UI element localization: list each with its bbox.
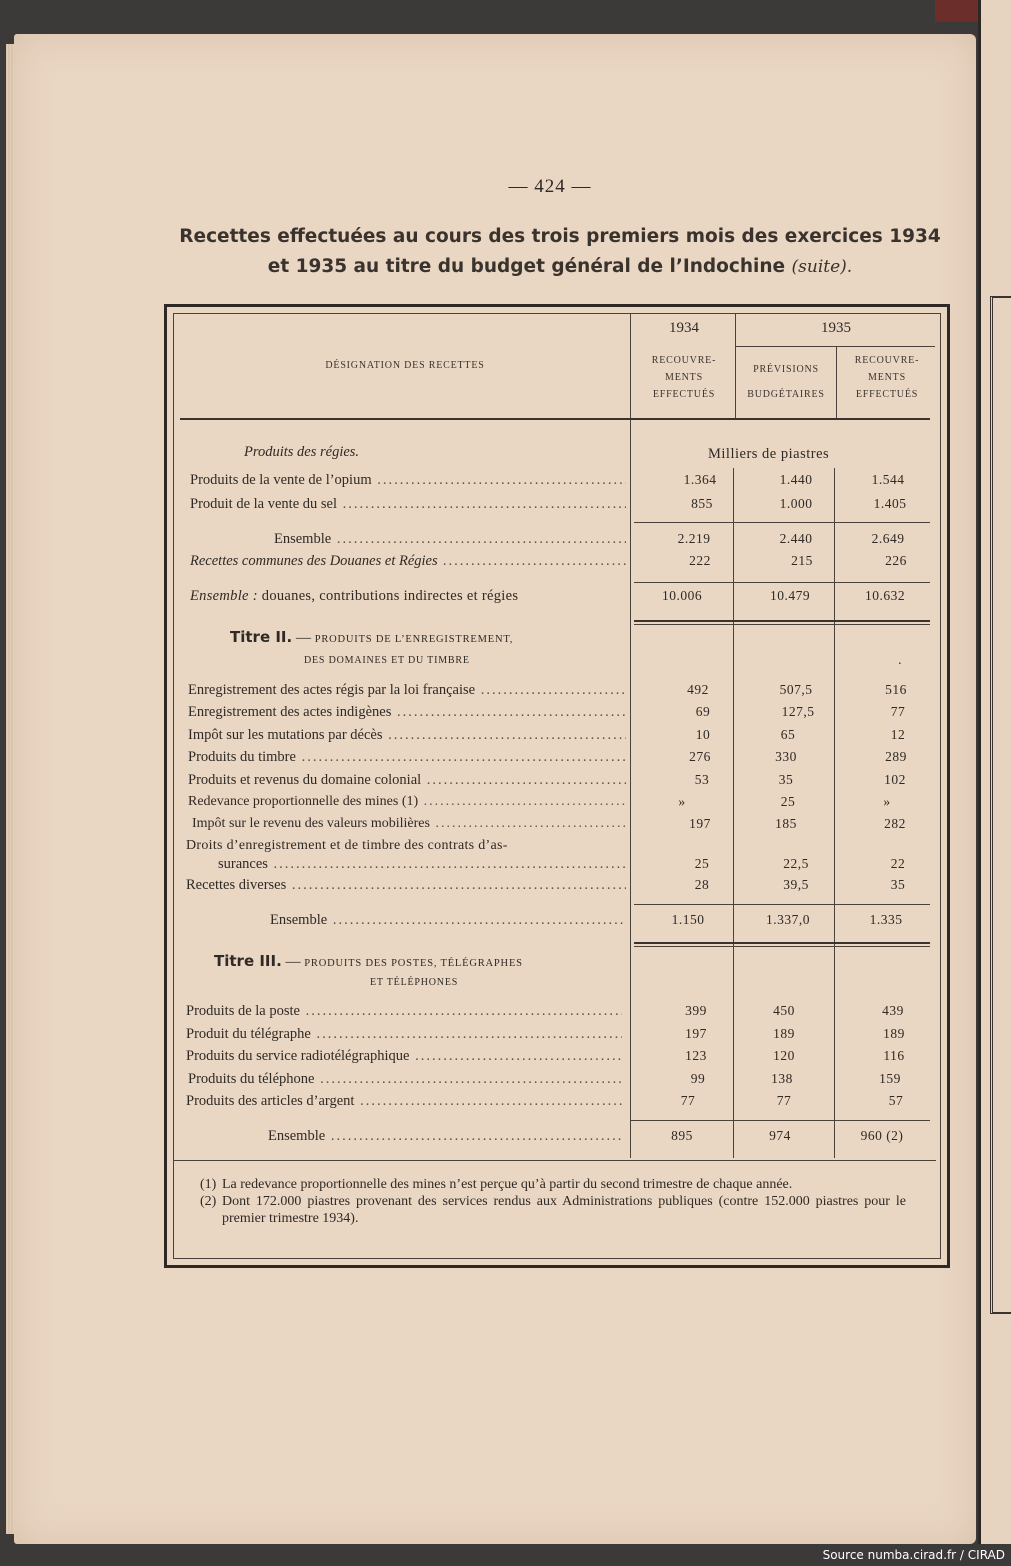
table-rule-v-label [630,314,631,1158]
title-line-2 [160,252,960,282]
row-label: Recettes diverses ..... [186,877,626,894]
value-previsions: 189 [773,1026,795,1041]
value-1935: 10.632 [864,588,906,603]
header-col2-line1: PRÉVISIONS [753,364,819,375]
value-1934: 2.219 [677,531,711,546]
total-prefix: Ensemble : [190,588,258,604]
row-label: Produits et revenus du domaine colonial ..... [188,772,626,789]
value-previsions: 138 [771,1071,793,1086]
row-label: Enregistrement des actes indigènes ..... [188,704,626,721]
footnote-2-text: Dont 172.000 piastres provenant des services rendus aux Administrations publiques (contre 152.000 piastres pour le premier trimestre 1934). [222,1194,906,1226]
footnote-2-mark: (2) [200,1194,217,1209]
value-previsions: 77 [776,1093,792,1108]
table-rule-h-end-regies-2 [634,624,930,625]
value-1934: 492 [687,682,709,697]
footnotes [200,1176,906,1227]
table-rule-h-header [180,418,930,420]
value-previsions: 450 [773,1003,795,1018]
title-suite: (suite). [791,257,853,277]
value-1934: 123 [685,1048,707,1063]
titre2-label: Titre II. [230,628,293,646]
value-previsions: 507,5 [779,682,813,697]
value-1935: 516 [885,682,907,697]
value-1935: 35 [890,877,906,892]
row-label: Produits des articles d’argent ..... [186,1093,622,1110]
value-1935: 289 [885,749,907,764]
section-titre3-subheading: ET TÉLÉPHONES [370,977,459,988]
value-1934: 222 [689,553,711,568]
value-1935: 960 (2) [860,1128,904,1143]
value-1934: 53 [694,772,710,787]
table-rule-h-total [634,582,930,583]
value-1935: 12 [890,727,906,742]
unit-label: Milliers de piastres [708,446,830,462]
titre3-heading-line1: PRODUITS DES POSTES, TÉLÉGRAPHES [304,958,523,969]
header-designation: DÉSIGNATION DES RECETTES [325,360,485,371]
header-col3-line3: EFFECTUÉS [855,389,919,400]
value-1935: 159 [879,1071,901,1086]
row-label: Redevance proportionnelle des mines (1) ..... [188,794,626,810]
value-1935: 189 [883,1026,905,1041]
footnote-2 [200,1193,906,1227]
value-previsions: 2.440 [779,531,813,546]
row-label: Impôt sur le revenu des valeurs mobilières ..... [192,816,626,832]
value-1935: 226 [885,553,907,568]
section-regies-heading: Produits des régies. [244,444,360,460]
table-rule-h-end-regies [634,620,930,622]
table-rule-h-end-titre2 [634,942,930,944]
total-label: douanes, contributions indirectes et régies [261,588,519,604]
header-col-previsions [736,361,836,403]
value-1934: 197 [689,816,711,831]
row-label: Produits de la poste ..... [186,1003,622,1020]
titre2-dash: — [295,630,311,646]
row-label: Produits de la vente de l’opium ..... [190,472,626,489]
facing-page-table-frame [990,296,1011,1314]
value-1934: » [678,794,686,809]
footnote-1 [200,1176,906,1193]
value-1935: 1.405 [873,496,907,511]
value-previsions: 185 [775,816,797,831]
value-1934: 1.364 [683,472,717,487]
value-1934: 77 [680,1093,696,1108]
value-1935: » [883,794,891,809]
value-1935: 57 [888,1093,904,1108]
value-previsions: 39,5 [783,877,809,892]
table-rule-h-ensemble3 [630,1120,930,1121]
row-label: Produit de la vente du sel ..... [190,496,626,513]
value-1935: 282 [884,816,906,831]
book-spine-detail [935,0,979,22]
header-col1-line2: MENTS [665,372,703,383]
source-credit: Source numba.cirad.fr / CIRAD [822,1548,1005,1562]
header-col-recouvrements-1935 [837,352,937,403]
value-1935: 439 [882,1003,904,1018]
row-label [190,588,630,605]
value-1935: 77 [890,704,906,719]
row-label: Ensemble ..... [274,531,626,548]
header-col3-line2: MENTS [868,372,906,383]
value-1934: 197 [685,1026,707,1041]
value-previsions: 330 [775,749,797,764]
row-label: Produit du télégraphe ..... [186,1026,622,1043]
value-1934: 399 [685,1003,707,1018]
table-rule-h-years [735,346,935,347]
row-label: Produits du service radiotélégraphique ..... [186,1048,622,1065]
header-year-1935: 1935 [821,320,851,336]
titre3-label: Titre III. [214,952,282,970]
section-titre3-heading [214,952,523,971]
value-previsions: 127,5 [781,704,815,719]
value-previsions: 10.479 [769,588,811,603]
value-1934: 10 [695,727,711,742]
value-previsions: 22,5 [783,856,809,871]
page-number: — 424 — [508,176,592,197]
footnote-1-text: La redevance proportionnelle des mines n’est perçue qu’à partir du second trimestre de chaque année. [222,1177,793,1192]
value-previsions: 1.337,0 [766,912,810,927]
value-1935: 1.544 [871,472,905,487]
row-label: Enregistrement des actes régis par la loi française ..... [188,682,626,699]
table-rule-h-footer [174,1160,936,1161]
table-rule-h-ensemble1 [634,522,930,523]
header-col1-line3: EFFECTUÉS [652,389,716,400]
table-row-droits-line1: Droits d’enregistrement et de timbre des contrats d’as- [186,838,508,853]
row-label: Ensemble ..... [268,1128,622,1145]
value-previsions: 215 [791,553,813,568]
row-label: Produits du timbre ..... [188,749,626,766]
titre2-column-mark: . [898,652,902,667]
row-label: Ensemble ..... [270,912,626,929]
table-rule-h-ensemble2 [634,904,930,905]
value-1935: 22 [890,856,906,871]
value-1934: 895 [671,1128,693,1143]
value-1934: 10.006 [661,588,703,603]
titre2-heading-line1: PRODUITS DE L’ENREGISTREMENT, [314,634,514,645]
value-previsions: 25 [780,794,796,809]
section-titre2-subheading: DES DOMAINES ET DU TIMBRE [304,655,470,666]
value-1934: 25 [694,856,710,871]
value-1934: 1.150 [671,912,705,927]
value-1934: 276 [689,749,711,764]
row-label: surances ..... [218,856,626,873]
row-label: Recettes communes des Douanes et Régies ..... [190,553,626,570]
row-label: Impôt sur les mutations par décès ..... [188,727,626,744]
header-col3-line1: RECOUVRE- [854,355,920,366]
value-previsions: 1.440 [779,472,813,487]
value-1934: 28 [694,877,710,892]
value-1935: 102 [884,772,906,787]
value-previsions: 1.000 [779,496,813,511]
header-col-recouvrements-1934 [634,352,734,403]
header-col2-line2: BUDGÉTAIRES [747,389,825,400]
title-line-2-text: et 1935 au titre du budget général de l’Indochine [267,256,786,277]
page-title [160,222,960,282]
header-col1-line1: RECOUVRE- [651,355,717,366]
value-1935: 116 [883,1048,905,1063]
header-year-1934: 1934 [669,320,699,336]
value-1935: 2.649 [871,531,905,546]
section-titre2-heading [230,628,513,647]
title-line-1: Recettes effectuées au cours des trois premiers mois des exercices 1934 [179,226,941,247]
value-previsions: 120 [773,1048,795,1063]
footnote-1-mark: (1) [200,1177,217,1192]
table-rule-h-end-titre2-2 [634,946,930,947]
value-previsions: 974 [769,1128,791,1143]
value-previsions: 65 [780,727,796,742]
value-previsions: 35 [778,772,794,787]
scan-background-top [0,0,1011,34]
titre3-dash: — [285,954,301,970]
value-1934: 69 [695,704,711,719]
value-1935: 1.335 [869,912,903,927]
value-1934: 855 [691,496,713,511]
row-label: Produits du téléphone ..... [188,1071,622,1088]
value-1934: 99 [690,1071,706,1086]
